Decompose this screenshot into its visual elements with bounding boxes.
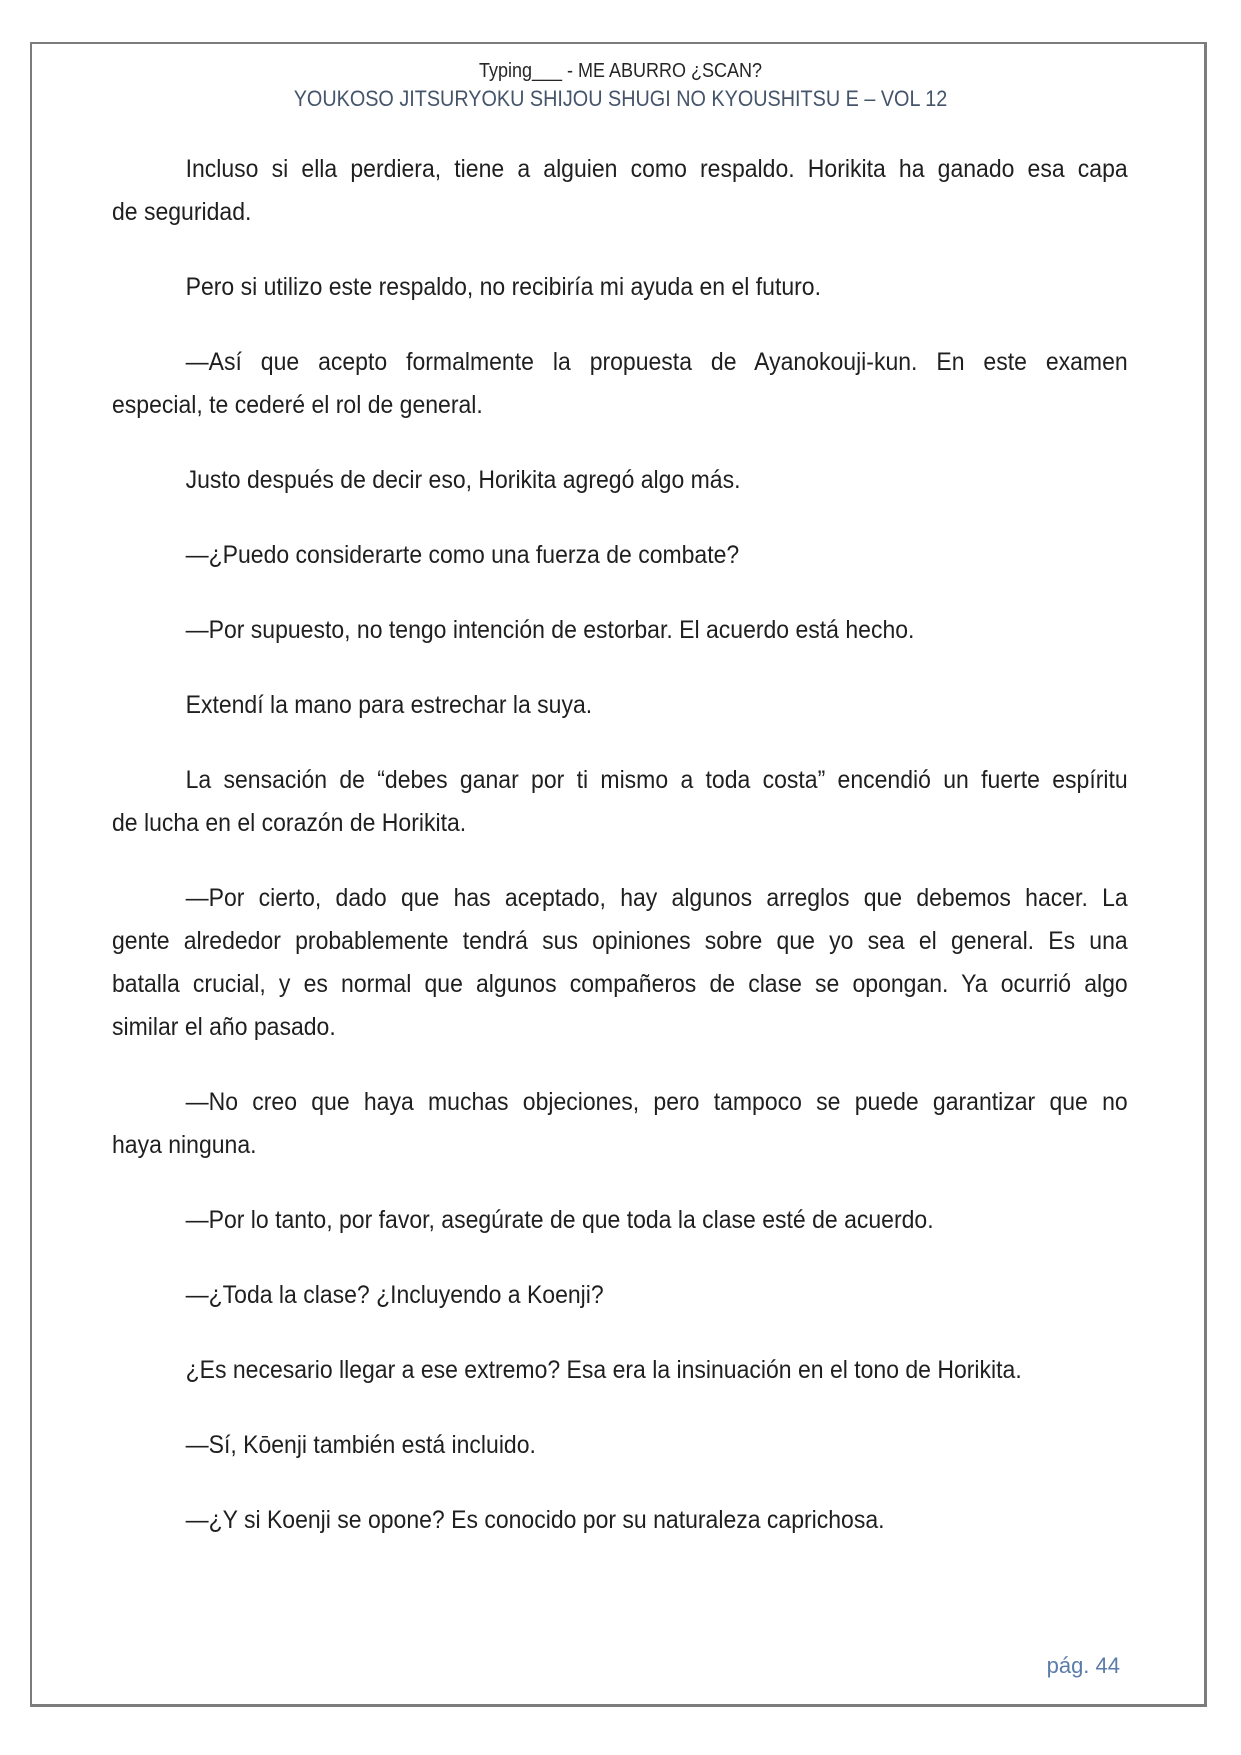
paragraph xyxy=(112,266,1128,309)
page-number: pág. 44 xyxy=(1046,1653,1120,1678)
paragraph-line: —Por lo tanto, por favor, asegúrate de que toda la clase esté de acuerdo. xyxy=(185,1206,934,1234)
paragraph-line: Pero si utilizo este respaldo, no recibiría mi ayuda en el futuro. xyxy=(185,273,821,301)
paragraph xyxy=(112,1199,1128,1242)
paragraph-line: haya ninguna. xyxy=(112,1131,257,1159)
paragraph xyxy=(112,877,1128,1049)
paragraph-line: de seguridad. xyxy=(112,198,252,226)
paragraph-line: —No creo que haya muchas objeciones, pero tampoco se puede garantizar que no xyxy=(185,1088,1128,1116)
paragraph-line: especial, te cederé el rol de general. xyxy=(112,391,483,419)
paragraph-line: Extendí la mano para estrechar la suya. xyxy=(185,691,593,719)
paragraph-line: —¿Puedo considerarte como una fuerza de combate? xyxy=(185,541,740,569)
paragraph xyxy=(112,1081,1128,1167)
paragraph-line: batalla crucial, y es normal que algunos compañeros de clase se opongan. Ya ocurrió algo xyxy=(112,970,1128,998)
paragraph-line: Incluso si ella perdiera, tiene a alguien como respaldo. Horikita ha ganado esa capa xyxy=(185,155,1128,183)
paragraph xyxy=(112,759,1128,845)
header-title: Typing___ - ME ABURRO ¿SCAN? xyxy=(478,60,763,82)
paragraph xyxy=(112,684,1128,727)
paragraph-line: —¿Toda la clase? ¿Incluyendo a Koenji? xyxy=(185,1281,604,1309)
paragraph xyxy=(112,609,1128,652)
paragraph xyxy=(112,534,1128,577)
paragraph-line: similar el año pasado. xyxy=(112,1013,336,1041)
paragraph-line: —Sí, Kōenji también está incluido. xyxy=(185,1431,536,1459)
paragraph xyxy=(112,148,1128,234)
paragraph-line: Justo después de decir eso, Horikita agregó algo más. xyxy=(185,466,741,494)
header-subtitle: YOUKOSO JITSURYOKU SHIJOU SHUGI NO KYOUSHITSU E – VOL 12 xyxy=(293,86,948,111)
paragraph xyxy=(112,341,1128,427)
paragraph-line: ¿Es necesario llegar a ese extremo? Esa era la insinuación en el tono de Horikita. xyxy=(185,1356,1022,1384)
paragraph-line: —Por cierto, dado que has aceptado, hay algunos arreglos que debemos hacer. La xyxy=(185,884,1128,912)
paragraph-line: La sensación de “debes ganar por ti mismo a toda costa” encendió un fuerte espíritu xyxy=(185,766,1128,794)
paragraph-line: gente alrededor probablemente tendrá sus opiniones sobre que yo sea el general. Es una xyxy=(112,927,1128,955)
paragraph xyxy=(112,1499,1128,1542)
document-header xyxy=(62,58,1179,114)
paragraph xyxy=(112,1424,1128,1467)
paragraph-line: —¿Y si Koenji se opone? Es conocido por su naturaleza caprichosa. xyxy=(185,1506,885,1534)
paragraph-line: —Por supuesto, no tengo intención de estorbar. El acuerdo está hecho. xyxy=(185,616,915,644)
body-text xyxy=(112,148,1128,1574)
paragraph xyxy=(112,1349,1128,1392)
paragraph xyxy=(112,459,1128,502)
paragraph xyxy=(112,1274,1128,1317)
paragraph-line: de lucha en el corazón de Horikita. xyxy=(112,809,467,837)
paragraph-line: —Así que acepto formalmente la propuesta de Ayanokouji-kun. En este examen xyxy=(185,348,1128,376)
